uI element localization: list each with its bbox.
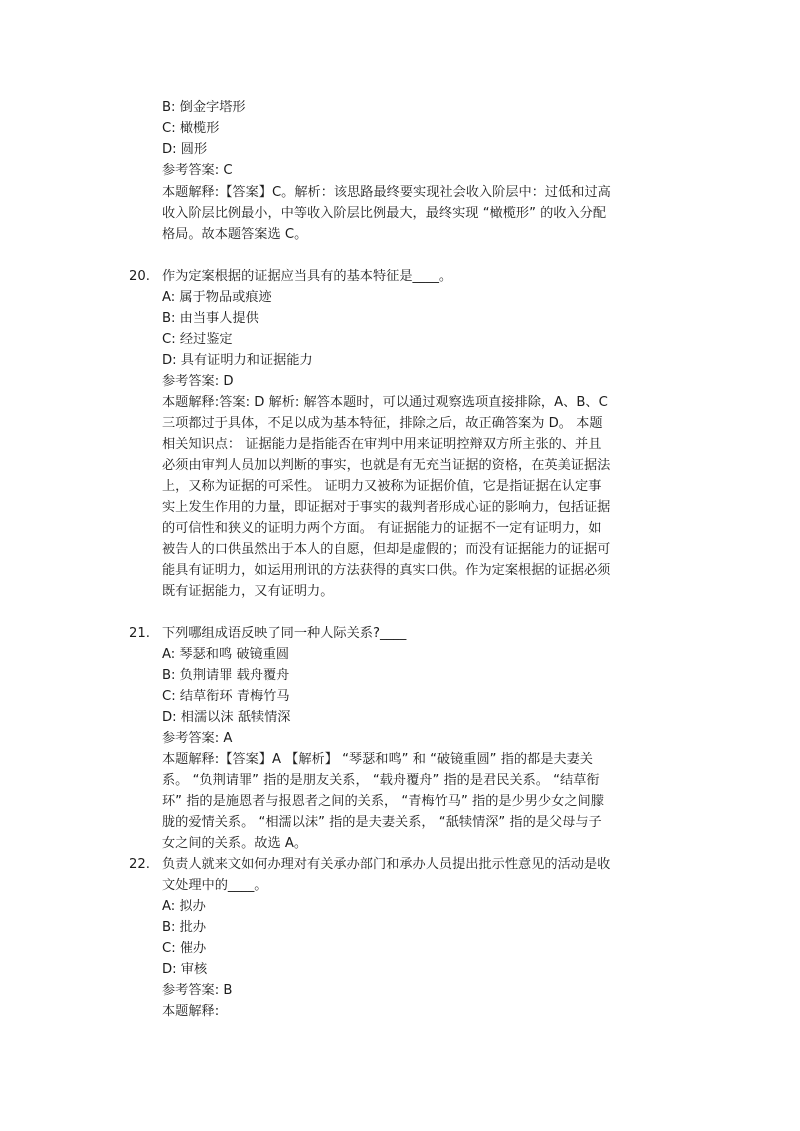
q21-explanation-line-4: 胧的爱情关系。 “相濡以沫” 指的是夫妻关系， “舐犊情深” 指的是父母与子 (162, 815, 602, 830)
q20-explanation-line-9: 能具有证明力，如运用刑讯的方法获得的真实口供。作为定案根据的证据必须 (162, 563, 611, 578)
q22-option-d: D: 审核 (162, 962, 208, 977)
q21-explanation-line-5: 女之间的关系。故选 A。 (162, 836, 308, 851)
q20-explanation-line-3: 相关知识点： 证据能力是指能否在审判中用来证明控辩双方所主张的、并且 (162, 437, 602, 452)
q22-option-c: C: 催办 (162, 941, 207, 956)
q19-explanation-line-3: 格局。故本题答案选 C。 (162, 227, 308, 242)
q19-option-c: C: 橄榄形 (162, 121, 220, 136)
q20-explanation-line-5: 上，又称为证据的可采性。 证明力又被称为证据价值，它是指证据在认定事 (162, 479, 602, 494)
q21-option-b: B: 负荆请罪 载舟覆舟 (162, 668, 290, 683)
q19-explanation-line-2: 收入阶层比例最小，中等收入阶层比例最大，最终实现 “橄榄形” 的收入分配 (162, 206, 607, 221)
q20-explanation-line-2: 三项都过于具体，不足以成为基本特征，排除之后，故正确答案为 D。 本题 (162, 416, 603, 431)
q20-option-a: A: 属于物品或痕迹 (162, 290, 272, 305)
q19-answer: 参考答案: C (162, 163, 233, 178)
q19-explanation-line-1: 本题解释:【答案】C。解析：该思路最终要实现社会收入阶层中：过低和过高 (162, 185, 611, 200)
q20-explanation-line-4: 必须由审判人员加以判断的事实，也就是有无充当证据的资格，在英美证据法 (162, 458, 611, 473)
q19-option-d: D: 圆形 (162, 142, 208, 157)
q20-option-c: C: 经过鉴定 (162, 332, 233, 347)
q20-explanation-line-8: 被告人的口供虽然出于本人的自愿，但却是虚假的；而没有证据能力的证据可 (162, 542, 611, 557)
q20-option-b: B: 由当事人提供 (162, 311, 259, 326)
q20-number: 20. (129, 269, 150, 284)
q20-explanation-line-1: 本题解释:答案: D 解析: 解答本题时，可以通过观察选项直接排除，A、B、C (162, 395, 608, 410)
q22-option-b: B: 批办 (162, 920, 207, 935)
q22-option-a: A: 拟办 (162, 899, 206, 914)
q21-option-a: A: 琴瑟和鸣 破镜重圆 (162, 647, 290, 662)
q20-explanation-line-6: 实上发生作用的力量，即证据对于事实的裁判者形成心证的影响力，包括证据 (162, 500, 611, 515)
q20-stem: 作为定案根据的证据应当具有的基本特征是____。 (162, 269, 453, 284)
q22-stem-line-2: 文处理中的____。 (162, 878, 268, 893)
q22-answer: 参考答案: B (162, 983, 233, 998)
q19-option-b: B: 倒金字塔形 (162, 100, 246, 115)
q22-number: 22. (129, 857, 150, 872)
q20-explanation-line-7: 的可信性和狭义的证明力两个方面。 有证据能力的证据不一定有证明力，如 (162, 521, 602, 536)
q20-answer: 参考答案: D (162, 374, 234, 389)
q21-explanation-line-3: 环” 指的是施恩者与报恩者之间的关系， “青梅竹马” 指的是少男少女之间朦 (162, 794, 604, 809)
q21-explanation-line-2: 系。 “负荆请罪” 指的是朋友关系， “载舟覆舟” 指的是君民关系。 “结草衔 (162, 773, 600, 788)
q21-number: 21. (129, 626, 150, 641)
q21-option-d: D: 相濡以沫 舐犊情深 (162, 710, 291, 725)
q20-explanation-line-10: 既有证据能力，又有证明力。 (162, 584, 334, 599)
q22-stem-line-1: 负责人就来文如何办理对有关承办部门和承办人员提出批示性意见的活动是收 (162, 857, 611, 872)
q21-answer: 参考答案: A (162, 731, 233, 746)
q21-option-c: C: 结草衔环 青梅竹马 (162, 689, 290, 704)
q21-stem: 下列哪组成语反映了同一种人际关系?____ (162, 626, 407, 641)
q22-explanation: 本题解释: (162, 1004, 220, 1019)
q21-explanation-line-1: 本题解释:【答案】A 【解析】 “琴瑟和鸣” 和 “破镜重圆” 指的都是夫妻关 (162, 752, 593, 767)
q20-option-d: D: 具有证明力和证据能力 (162, 353, 313, 368)
